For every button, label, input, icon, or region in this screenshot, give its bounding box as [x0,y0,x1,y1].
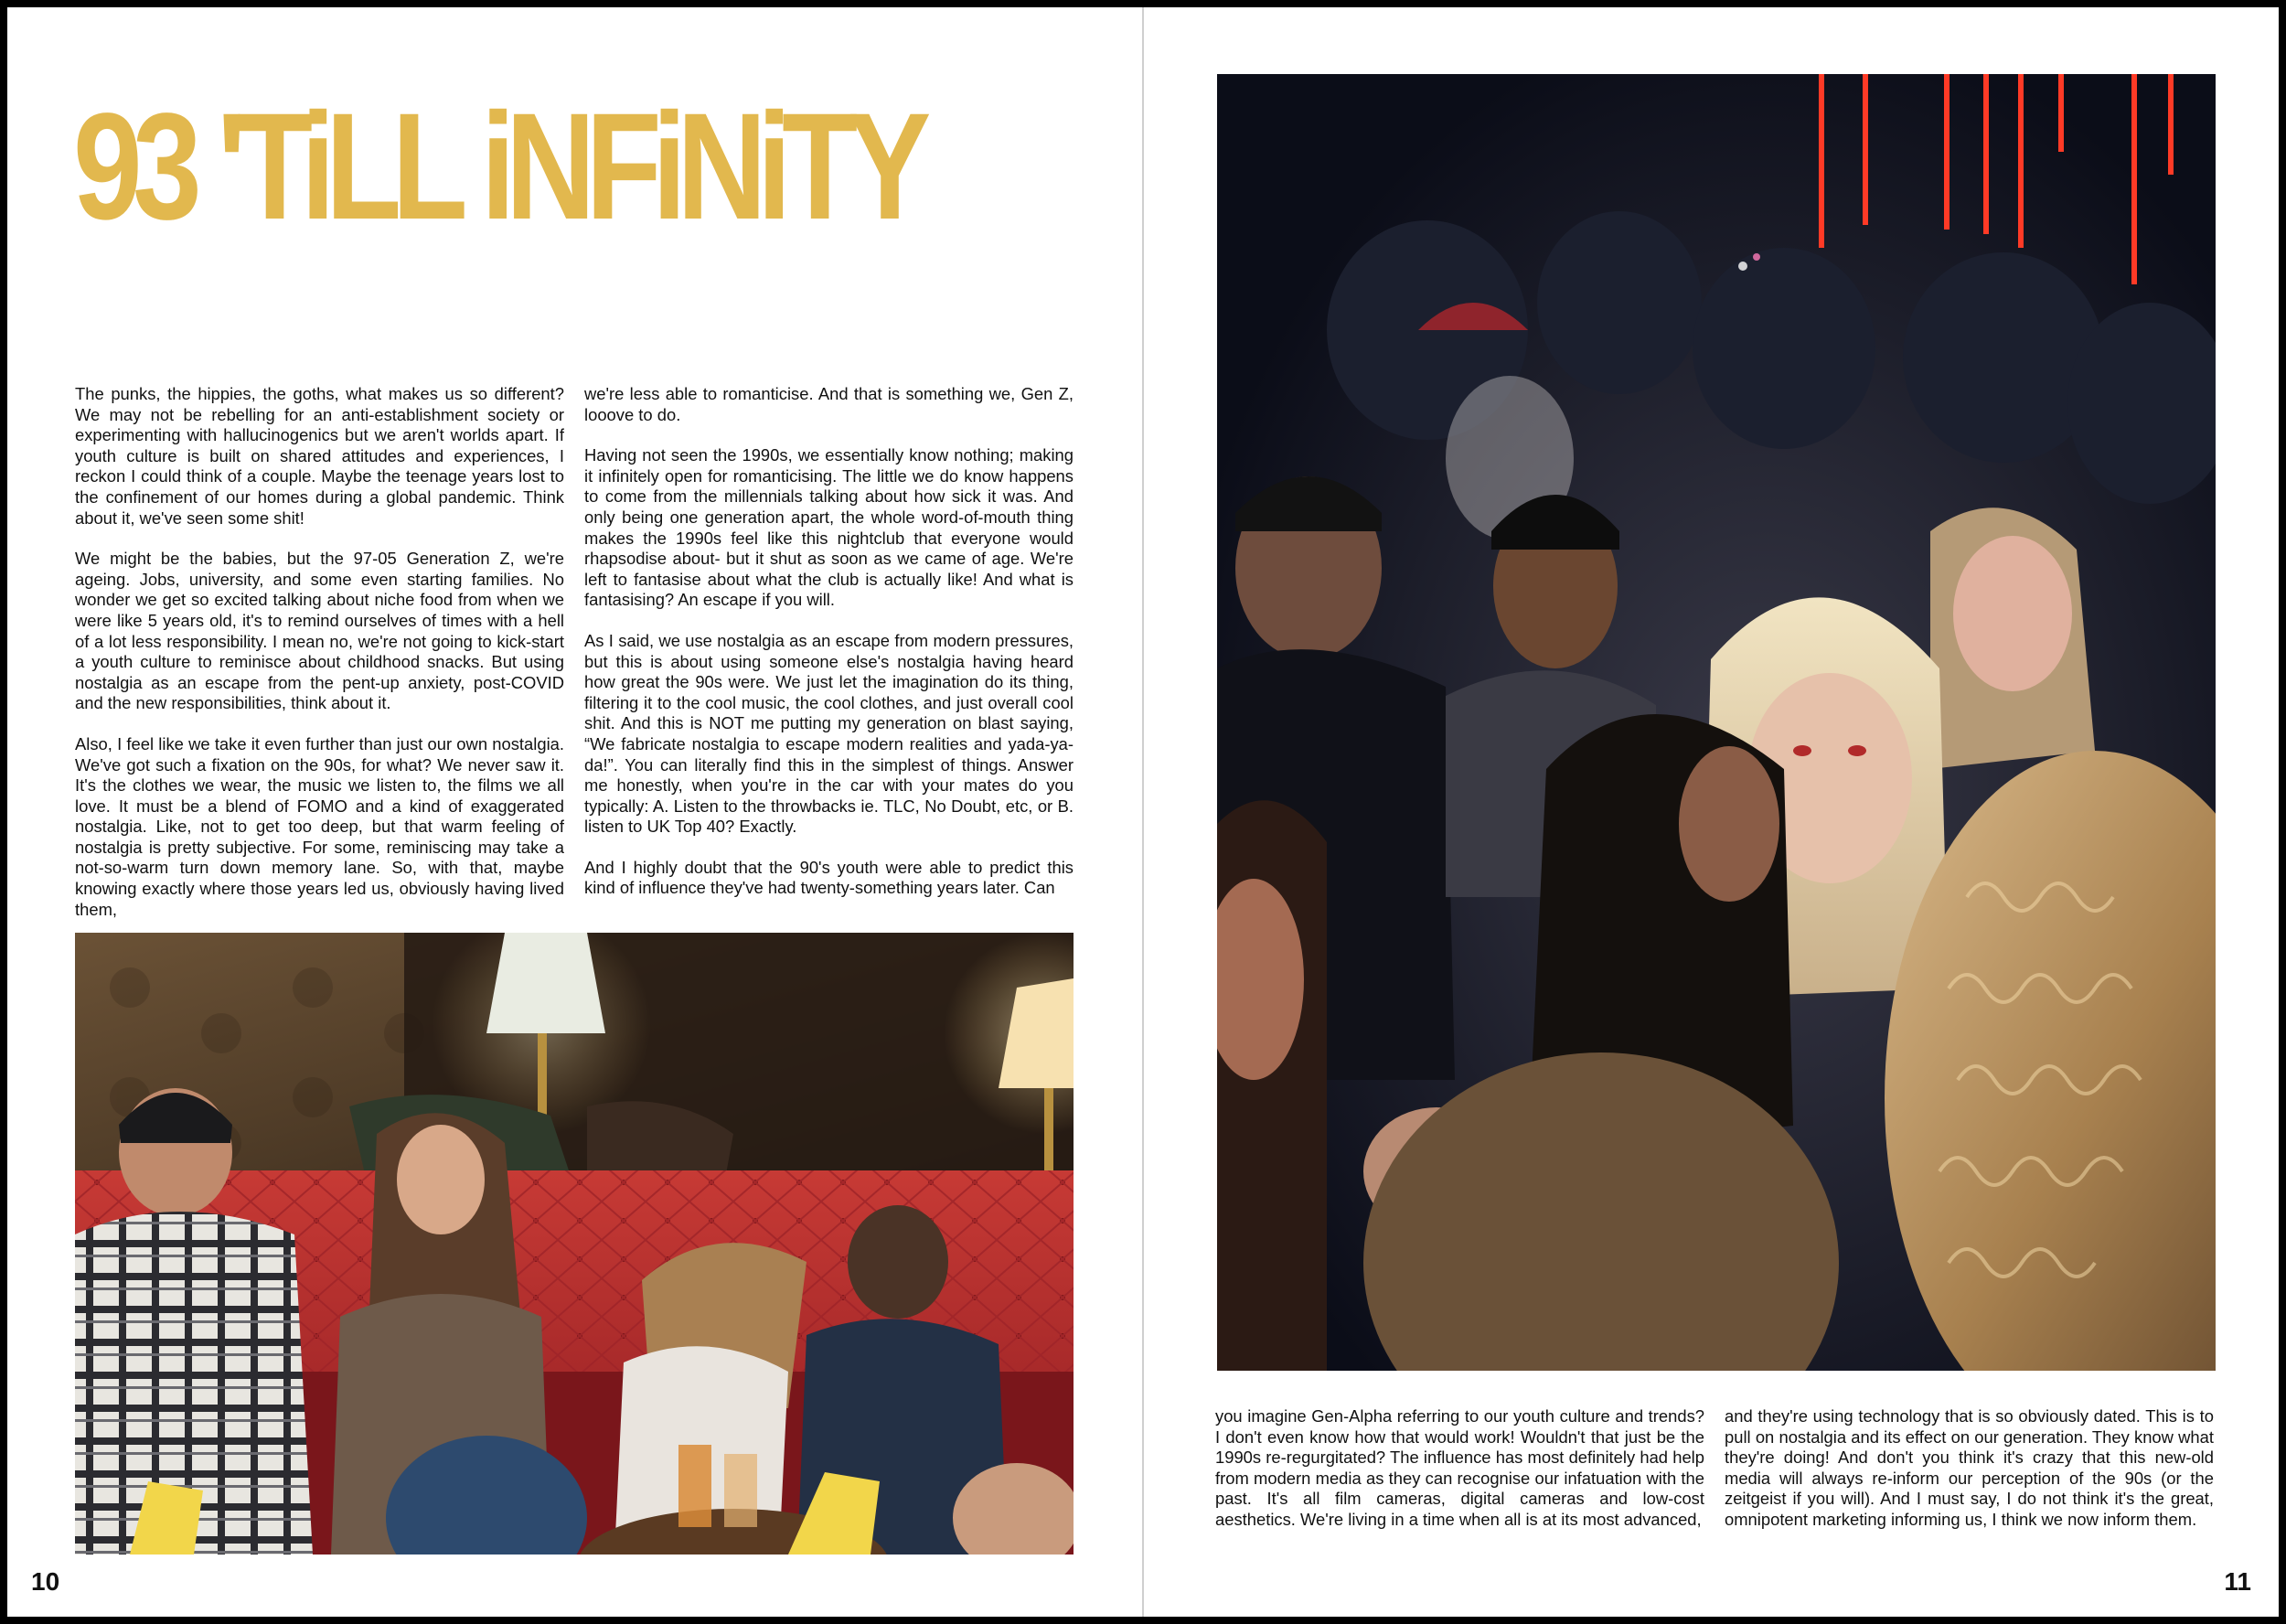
paragraph: and they're using technology that is so obviously dated. This is to pull on nostalgia and its effect on our generation. They know what they're doing! And don't you think it's crazy that this new-old media will always re-inform our perception of the 90s (or the zeitgeist if you will). And I must say, I do not think it's the great, omnipotent marketing informing us, I think we now inform them. [1725,1406,2214,1529]
left-page [7,7,1142,1617]
paragraph: The punks, the hippies, the goths, what makes us so different? We may not be rebelling for an anti-establishment society or experimenting with hallucinogenics but we aren't worlds apart. If youth culture is built on shared attitudes and experiences, I reckon I could think of a couple. Maybe the teenage years lost to the confinement of our homes during a global pandemic. Think about it, we've seen some shit! [75,384,564,528]
paragraph: Having not seen the 1990s, we essentially know nothing; making it infinitely open for romanticising. The little we do know happens to come from the millennials talking about how sick it was. And only being one generation apart, the whole word-of-mouth thing makes the 1990s feel like this nightclub that everyone would rhapsodise about- but it shut as soon as we came of age. We're left to fantasise about what the club is actually like! And what is fantasising? An escape if you will. [584,445,1074,610]
body-column-3 [1215,1406,1704,1531]
paragraph: We might be the babies, but the 97-05 Generation Z, we're ageing. Jobs, university, and some even starting families. No wonder we get so excited talking about niche food from when we were like 5 years old, it's to remind ourselves of times with a hell of a lot less responsibility. I mean no, we're not going to kick-start a youth culture to reminisce about childhood snacks. But using nostalgia as an escape from the pent-up anxiety, post-COVID and the new responsibilities, think about it. [75,549,564,713]
body-column-1 [75,384,564,920]
paragraph: Also, I feel like we take it even further than just our own nostalgia. We've got such a fixation on the 90s, for what? We never saw it. It's the clothes we wear, the music we listen to, the films we all love. It must be a blend of FOMO and a kind of exaggerated nostalgia. Like, not to get too deep, but that warm feeling of nostalgia is pretty subjective. For some, reminiscing may take a not-so-warm turn down memory lane. So, with that, maybe knowing exactly where those years led us, obviously having lived them, [75,733,564,919]
right-page [1144,7,2279,1617]
body-column-2 [584,384,1074,899]
paragraph: we're less able to romanticise. And that is something we, Gen Z, looove to do. [584,384,1074,424]
photo-nightclub-crowd [1217,74,2216,1371]
photo-friends-on-red-sofa [75,933,1074,1555]
headline: 93 'TiLL iNFiNiTY [73,82,922,251]
page-number: 10 [31,1567,60,1596]
page-number: 11 [2224,1567,2251,1596]
paragraph: As I said, we use nostalgia as an escape from modern pressures, but this is about using someone else's nostalgia having heard how great the 90s were. We just let the imagination do its thing, filtering it to the cool music, the cool clothes, and just overall cool shit. And this is NOT me putting my generation on blast saying, “We fabricate nostalgia to escape modern realities and yada-ya-da!”. You can literally find this in the simplest of things. Answer me honestly, when you're in the car with your mates do you typically: A. Listen to the throwbacks ie. TLC, No Doubt, etc, or B. listen to UK Top 40? Exactly. [584,630,1074,837]
paragraph: And I highly doubt that the 90's youth were able to predict this kind of influence they've had twenty-something years later. Can [584,857,1074,898]
magazine-spread [7,7,2279,1617]
paragraph: you imagine Gen-Alpha referring to our youth culture and trends? I don't even know how that would work! Wouldn't that just be the 1990s re-regurgitated? The influence has most definitely had help from modern media as they can recognise our infatuation with the past. It's all film cameras, digital cameras and low-cost aesthetics. We're living in a time when all is at its most advanced, [1215,1406,1704,1529]
body-column-4 [1725,1406,2214,1531]
